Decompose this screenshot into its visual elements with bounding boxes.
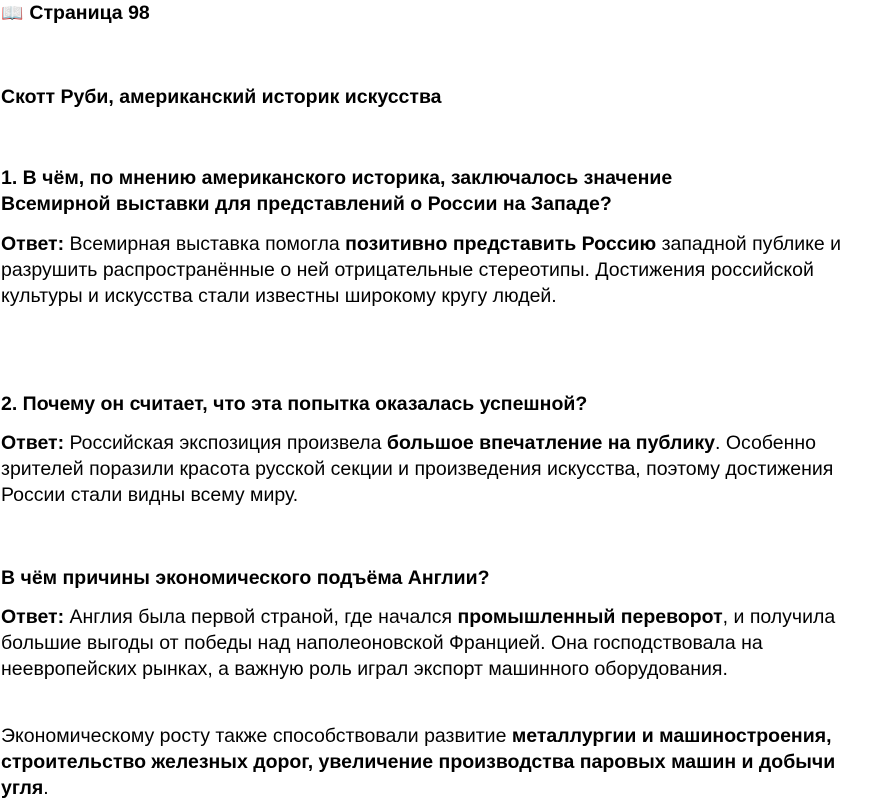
- open-book-icon: 📖: [1, 3, 24, 23]
- answer-3-highlight: промышленный переворот: [457, 606, 723, 628]
- answer-3-text-start: Англия была первой страной, где начался: [64, 606, 458, 628]
- question-2: 2. Почему он считает, что эта попытка оказалась успешной?: [1, 393, 588, 415]
- answer-3-text-end: , и получила большие выгоды от победы над наполеоновской Францией. Она господствовала на неевропейских рынках, а важную роль играл экспорт машинного оборудования.: [1, 606, 836, 680]
- source-attribution: Скотт Руби, американский историк искусства: [1, 86, 442, 108]
- answer-2-highlight: большое впечатление на публику: [386, 432, 715, 454]
- answer-label: Ответ:: [1, 233, 65, 255]
- answer-label: Ответ:: [1, 432, 65, 454]
- answer-1-highlight: позитивно представить Россию: [345, 233, 657, 255]
- question-3: В чём причины экономического подъёма Англии?: [1, 567, 490, 589]
- question-1-line-1: 1. В чём, по мнению американского историка, заключалось значение: [1, 167, 673, 189]
- answer-3: [1, 604, 887, 682]
- answer-3-extra-highlight: металлургии и машиностроения, строительство железных дорог, увеличение производства паровых машин и добычи угля: [1, 725, 836, 799]
- answer-3-extra-end: .: [43, 777, 49, 799]
- answer-1-text-end: западной публике и разрушить распространённые о ней отрицательные стереотипы. Достижения российской культуры и искусства стали известны широкому кругу людей.: [1, 233, 842, 307]
- question-1-line-2: Всемирной выставки для представлений о России на Западе?: [1, 193, 612, 215]
- page-title-text: Страница 98: [29, 2, 150, 24]
- page-title: [1, 0, 150, 26]
- answer-2: [1, 430, 887, 508]
- question-1: [1, 165, 887, 217]
- answer-label: Ответ:: [1, 606, 65, 628]
- answer-3-extra-start: Экономическому росту также способствовали развитие: [1, 725, 512, 747]
- answer-1: [1, 231, 887, 309]
- answer-2-text-end: . Особенно зрителей поразили красота русской секции и произведения искусства, поэтому достижения России стали видны всему миру.: [1, 432, 834, 506]
- answer-3-extra: [1, 723, 887, 801]
- answer-1-text-start: Всемирная выставка помогла: [64, 233, 346, 255]
- answer-2-text-start: Российская экспозиция произвела: [64, 432, 387, 454]
